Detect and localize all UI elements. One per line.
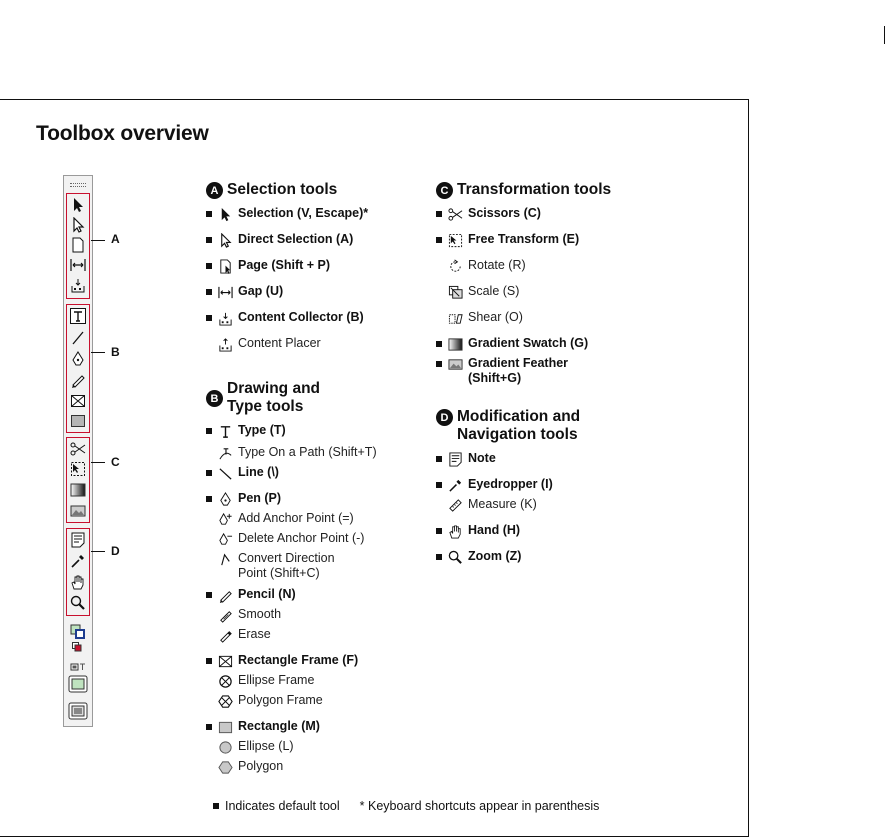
tool-item: Rectangle Frame (F) [206,653,426,673]
leader-line-c [91,462,105,463]
default-bullet [436,554,442,560]
section-heading-modification: D Modification and Navigation tools [436,408,636,444]
content-placer-icon [215,336,235,352]
tool-item: Ellipse (L) [206,739,426,759]
tool-item: Eyedropper (I) [436,477,636,497]
screen-mode-icon[interactable] [67,700,89,722]
direct-selection-icon [215,232,235,248]
section-badge-d: D [436,409,453,426]
tool-item: Zoom (Z) [436,549,636,575]
tool-item: Note [436,451,636,477]
default-bullet [436,482,442,488]
tool-item: Gradient Feather (Shift+G) [436,356,636,392]
tool-item: Content Collector (B) [206,310,426,336]
toolbox-grip[interactable] [70,183,86,187]
gradient-feather-icon [445,356,465,372]
column-right [436,181,636,575]
tool-item: Scale (S) [436,284,636,310]
pencil-tool-icon[interactable] [69,371,87,389]
group-label-d: D [111,544,120,558]
type-on-path-icon [215,445,235,461]
shortcut-note: * Keyboard shortcuts appear in parenthesis [359,799,600,813]
gap-tool-icon[interactable] [69,256,87,274]
scale-icon [445,284,465,300]
rectangle-frame-icon[interactable] [69,392,87,410]
rotate-icon [445,258,465,274]
tool-item: Convert Direction Point (Shift+C) [206,551,426,587]
leader-line-b [91,352,105,353]
zoom-icon[interactable] [69,594,87,612]
line-tool-icon[interactable] [69,329,87,347]
default-bullet [436,341,442,347]
default-bullet [206,496,212,502]
note-icon[interactable] [69,531,87,549]
default-bullet [436,361,442,367]
tool-item: Shear (O) [436,310,636,336]
tool-item: Polygon Frame [206,693,426,719]
toolbox-group-c [66,437,90,523]
tool-item: Content Placer [206,336,426,356]
tool-item: Line (\) [206,465,426,491]
default-fill-stroke-icon[interactable] [72,642,82,652]
note-icon [445,451,465,467]
normal-view-icon[interactable] [67,673,89,695]
tool-item: Ellipse Frame [206,673,426,693]
free-transform-icon[interactable] [69,460,87,478]
tool-item: Page (Shift + P) [206,258,426,284]
default-bullet [206,211,212,217]
line-tool-icon [215,465,235,481]
polygon-tool-icon [215,759,235,775]
direct-selection-icon[interactable] [69,216,87,234]
tool-item: Type (T) [206,423,426,445]
gradient-swatch-icon [445,336,465,352]
pen-tool-icon [215,491,235,507]
tool-item: Type On a Path (Shift+T) [206,445,426,465]
free-transform-icon [445,232,465,248]
tool-item: Smooth [206,607,426,627]
toolbox-group-b [66,304,90,433]
default-bullet [206,263,212,269]
eyedropper-icon[interactable] [69,552,87,570]
ellipse-tool-icon [215,739,235,755]
default-bullet [206,315,212,321]
type-tool-icon [215,423,235,439]
page-tool-icon[interactable] [69,236,87,254]
shear-icon [445,310,465,326]
scissors-icon[interactable] [69,440,87,458]
default-bullet [436,456,442,462]
default-bullet [206,592,212,598]
leader-line-a [91,240,105,241]
default-bullet [206,658,212,664]
smooth-tool-icon [215,607,235,623]
default-bullet [206,289,212,295]
ellipse-frame-icon [215,673,235,689]
gradient-feather-icon[interactable] [69,502,87,520]
default-bullet [206,470,212,476]
default-bullet [206,724,212,730]
section-heading-transformation: C Transformation tools [436,181,636,199]
tool-item: Rectangle (M) [206,719,426,739]
hand-icon[interactable] [69,573,87,591]
gap-tool-icon [215,284,235,300]
zoom-icon [445,549,465,565]
column-left [206,181,426,779]
polygon-frame-icon [215,693,235,709]
default-bullet [206,237,212,243]
tool-item: Pencil (N) [206,587,426,607]
tool-item: Delete Anchor Point (-) [206,531,426,551]
tool-item: Pen (P) [206,491,426,511]
section-heading-selection: A Selection tools [206,181,426,199]
convert-direction-icon [215,551,235,567]
rectangle-tool-icon[interactable] [69,412,87,430]
tool-item: Rotate (R) [436,258,636,284]
toolbox-group-a [66,193,90,299]
selection-arrow-icon[interactable] [69,196,87,214]
tool-item: Direct Selection (A) [206,232,426,258]
toolbox-panel [63,175,93,727]
default-bullet [436,211,442,217]
tool-item: Erase [206,627,426,653]
rectangle-frame-icon [215,653,235,669]
default-bullet [436,528,442,534]
default-bullet [206,428,212,434]
tool-item: Hand (H) [436,523,636,549]
default-tool-note: Indicates default tool [225,799,340,813]
page-title: Toolbox overview [36,122,209,145]
group-label-b: B [111,345,120,359]
group-label-a: A [111,232,120,246]
tool-item: Scissors (C) [436,206,636,232]
section-badge-a: A [206,182,223,199]
leader-line-d [91,551,105,552]
pencil-tool-icon [215,587,235,603]
section-badge-b: B [206,390,223,407]
eyedropper-icon [445,477,465,493]
selection-arrow-icon [215,206,235,222]
gradient-swatch-icon[interactable] [69,481,87,499]
content-collector-icon [215,310,235,326]
default-bullet [213,803,219,809]
tool-item: Gap (U) [206,284,426,310]
default-bullet [436,237,442,243]
tool-item: Add Anchor Point (=) [206,511,426,531]
toolbox-group-d [66,528,90,616]
page-tool-icon [215,258,235,274]
tool-item: Selection (V, Escape)* [206,206,426,232]
pen-tool-icon[interactable] [69,350,87,368]
content-collector-icon[interactable] [69,276,87,294]
hand-icon [445,523,465,539]
tool-item: Measure (K) [436,497,636,523]
section-heading-drawing: B Drawing and Type tools [206,380,426,416]
section-badge-c: C [436,182,453,199]
rectangle-tool-icon [215,719,235,735]
measure-icon [445,497,465,513]
tool-item: Polygon [206,759,426,779]
tool-item: Free Transform (E) [436,232,636,258]
tool-item: Gradient Swatch (G) [436,336,636,356]
type-tool-icon[interactable] [69,307,87,325]
erase-tool-icon [215,627,235,643]
scissors-icon [445,206,465,222]
group-label-c: C [111,455,120,469]
delete-anchor-icon [215,531,235,547]
add-anchor-icon [215,511,235,527]
legend-footer [213,799,599,813]
corner-mark [884,26,885,44]
